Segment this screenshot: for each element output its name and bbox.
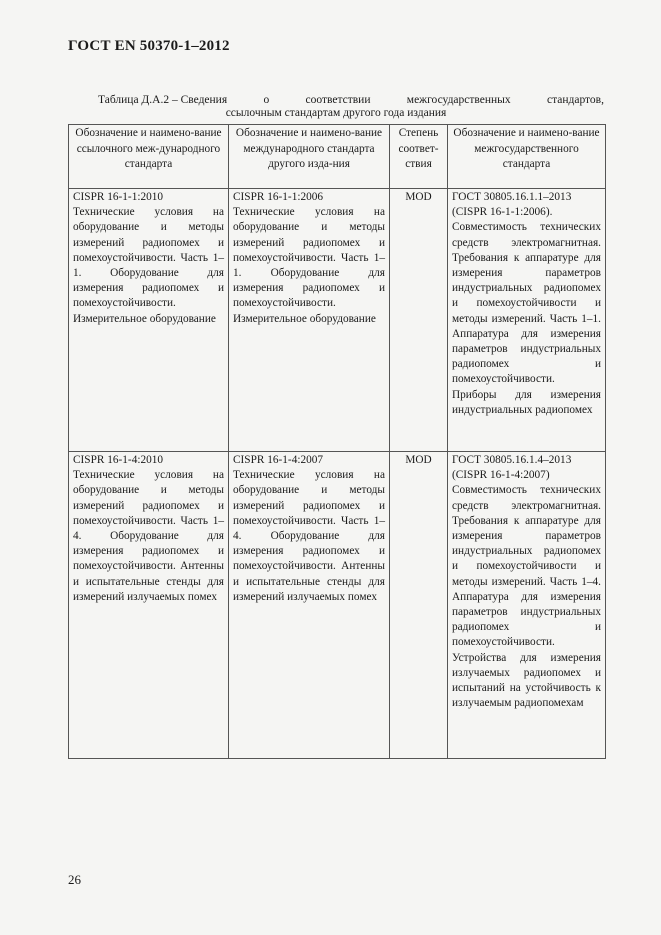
ref-standard-title: Технические условия на оборудование и методы измерений радиопомех и помехоустойчивости. Часть 1–1. Оборудование для измерения радиопомех и помехоустойчивости. Измерительное оборудование xyxy=(73,206,224,325)
gost-standard-code: ГОСТ 30805.16.1.1–2013 (CISPR 16-1-1:2006). xyxy=(452,191,572,219)
column-header-gost: Обозначение и наимено-вание межгосударственного стандарта xyxy=(448,125,606,189)
gost-standard-title: Совместимость технических средств электромагнитная. Требования к аппаратуре для измерения параметров индустриальных радиопомех и помехоустойчивости и методы измерений. Часть 1–4. Аппаратура для измерения параметров индустриальных радиопомех и помехоустойчивости. Устройства для измерения излучаемых радиопомех и испытаний на устойчивость к излучаемым радиопомехам xyxy=(452,484,601,710)
caption-word: стандартов, xyxy=(546,94,604,106)
intl-standard-cell xyxy=(229,452,390,759)
degree-cell: MOD xyxy=(390,189,448,452)
ref-standard-cell xyxy=(69,189,229,452)
intl-standard-code: CISPR 16-1-4:2007 xyxy=(233,454,324,466)
ref-standard-code: CISPR 16-1-4:2010 xyxy=(73,454,164,466)
intl-standard-title: Технические условия на оборудование и методы измерений радиопомех и помехоустойчивости. Часть 1–4. Оборудование для измерения радиопомех и помехоустойчивости. Антенны и испытательные стенды для измерений излучаемых помех xyxy=(233,469,385,603)
column-header-ref: Обозначение и наимено-вание ссылочного меж-дународного стандарта xyxy=(69,125,229,189)
table-row xyxy=(69,189,606,452)
column-header-intl: Обозначение и наимено-вание международного стандарта другого изда-ния xyxy=(229,125,390,189)
caption-word: межгосударственных xyxy=(406,94,511,106)
table-caption xyxy=(68,94,604,120)
degree-cell: MOD xyxy=(390,452,448,759)
ref-standard-title: Технические условия на оборудование и методы измерений радиопомех и помехоустойчивости. Часть 1–4. Оборудование для измерения радиопомех и помехоустойчивости. Антенны и испытательные стенды для измерений излучаемых помех xyxy=(73,469,224,603)
ref-standard-cell xyxy=(69,452,229,759)
caption-line-2: ссылочным стандартам другого года издания xyxy=(225,107,447,119)
gost-standard-title: Совместимость технических средств электромагнитная. Требования к аппаратуре для измерения параметров индустриальных радиопомех и помехоустойчивости и методы измерений. Часть 1–1. Аппаратура для измерения параметров индустриальных радиопомех и помехоустойчивости. Приборы для измерения индустриальных радиопомех xyxy=(452,221,601,416)
intl-standard-title: Технические условия на оборудование и методы измерений радиопомех и помехоустойчивости. Часть 1–1. Оборудование для измерения радиопомех и помехоустойчивости. Измерительное оборудование xyxy=(233,206,385,325)
caption-line-1 xyxy=(68,94,604,107)
document-header: ГОСТ EN 50370-1–2012 xyxy=(68,38,230,54)
column-header-degree: Степень соответ-ствия xyxy=(390,125,448,189)
table-row xyxy=(69,452,606,759)
intl-standard-code: CISPR 16-1-1:2006 xyxy=(233,191,324,203)
table-header-row xyxy=(69,125,606,189)
caption-word: Таблица Д.А.2 – Сведения xyxy=(98,94,228,106)
caption-word: о xyxy=(263,94,270,106)
caption-word: соответствии xyxy=(305,94,371,106)
intl-standard-cell xyxy=(229,189,390,452)
gost-standard-cell xyxy=(448,189,606,452)
standards-table xyxy=(68,124,606,759)
gost-standard-code: ГОСТ 30805.16.1.4–2013 (CISPR 16-1-4:2007) xyxy=(452,454,572,482)
ref-standard-code: CISPR 16-1-1:2010 xyxy=(73,191,164,203)
page-number: 26 xyxy=(68,872,81,887)
gost-standard-cell xyxy=(448,452,606,759)
